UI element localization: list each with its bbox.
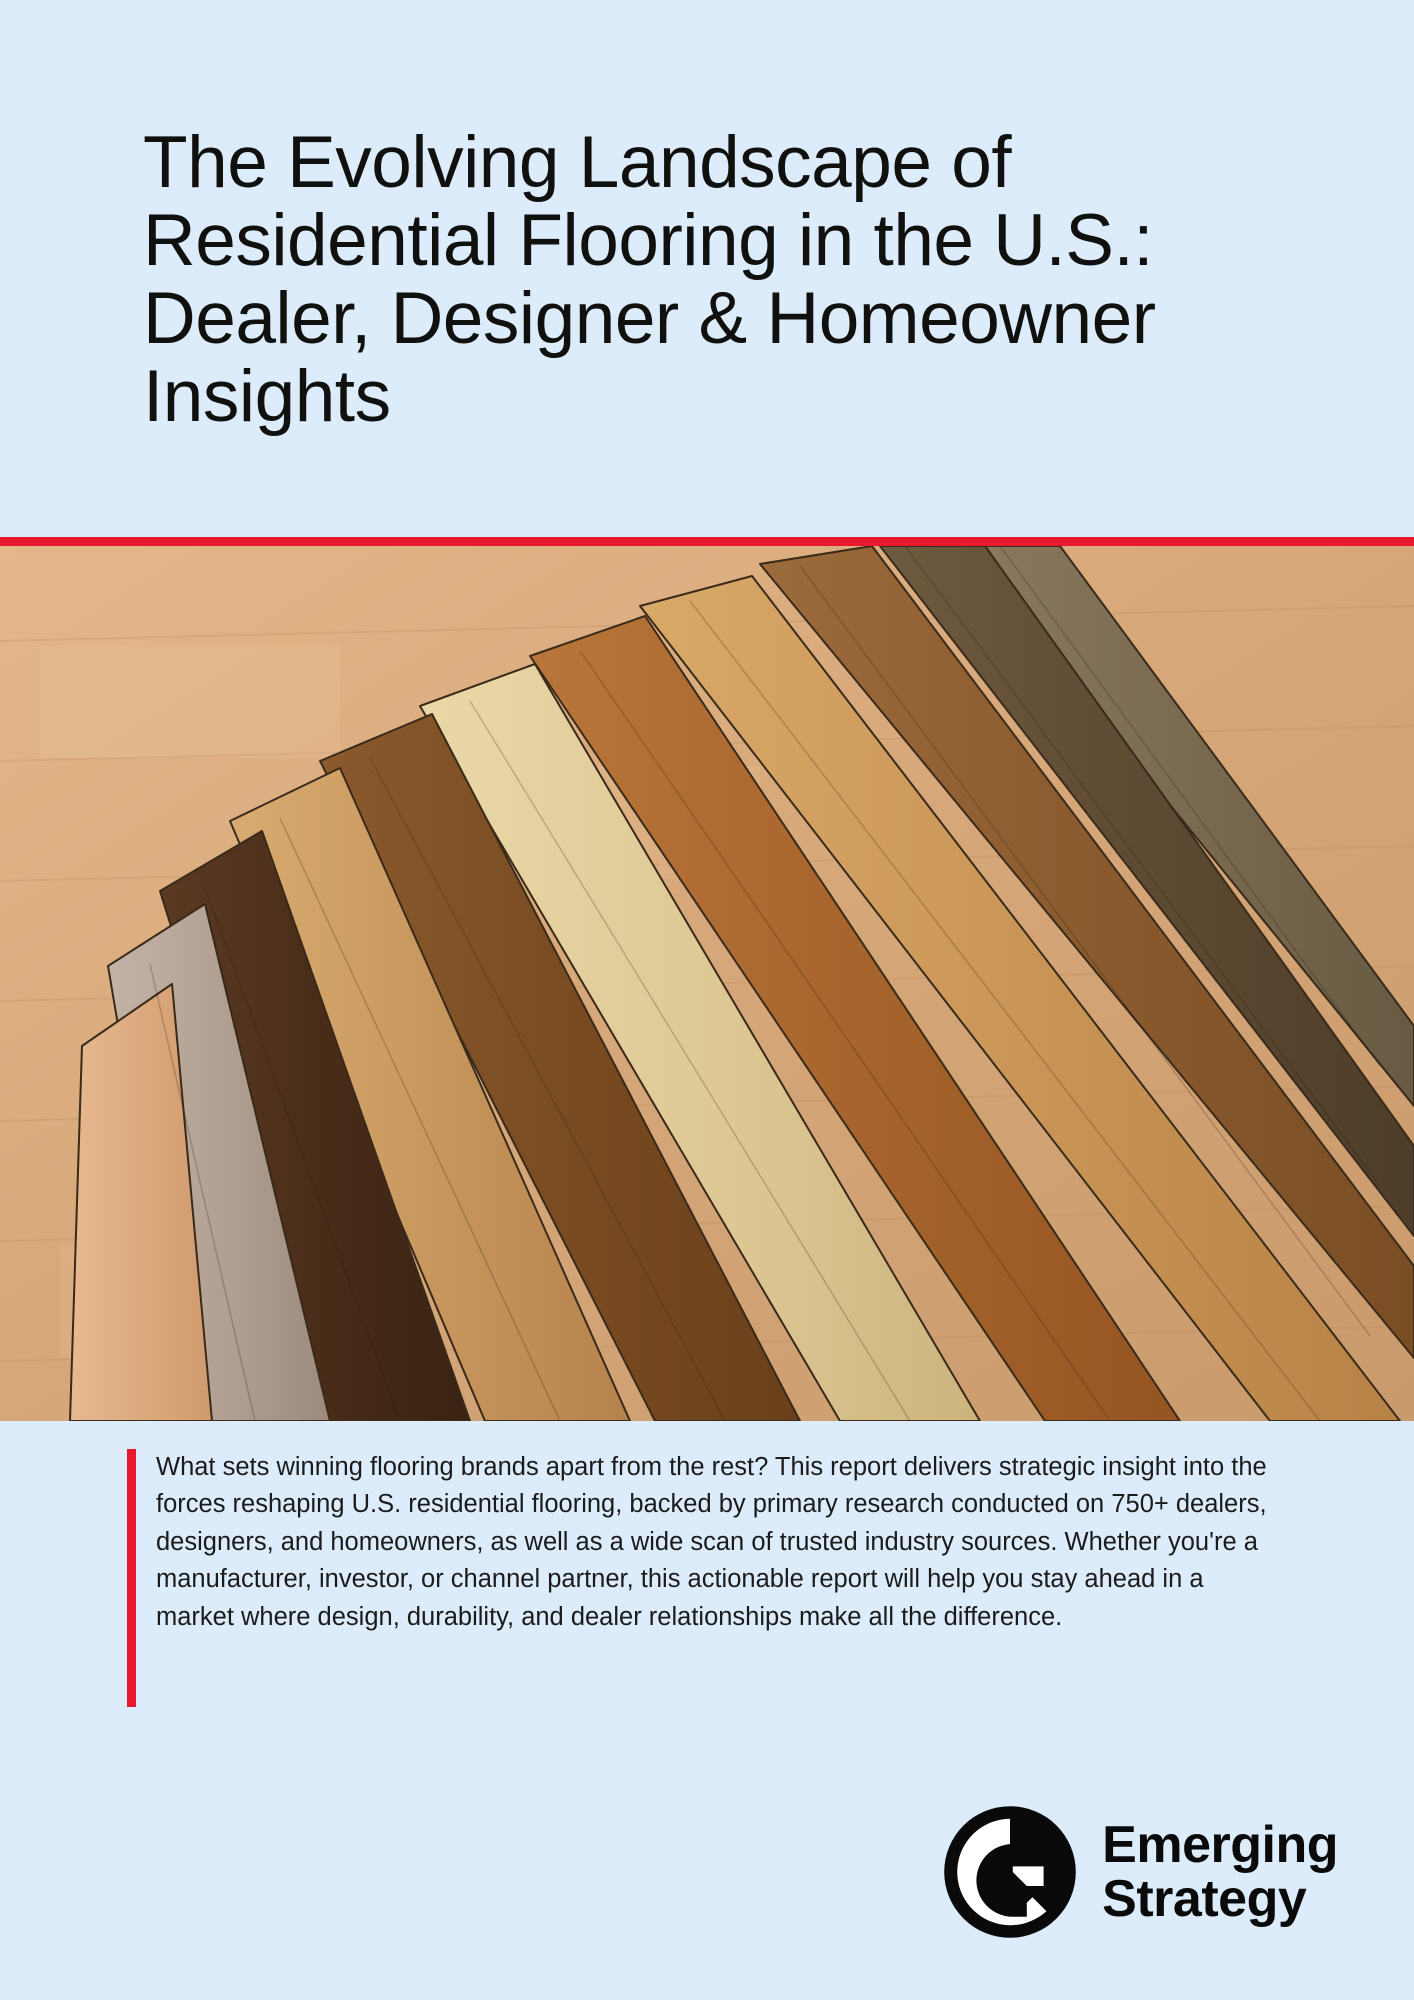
brand-name	[1102, 1815, 1338, 1928]
summary-text: What sets winning flooring brands apart from the rest? This report delivers strategic insight into the forces reshaping U.S. residential flooring, backed by primary research conducted on 750+ dealers, designers, and homeowners, as well as a wide scan of trusted industry sources. Whether you're a manufacturer, investor, or channel partner, this actionable report will help you stay ahead in a market where design, durability, and dealer relationships make all the difference.	[156, 1453, 1267, 1631]
summary-block	[127, 1449, 1307, 1636]
page-title: The Evolving Landscape of Residential Flooring in the U.S.: Dealer, Designer & Homeowner Insights	[143, 122, 1156, 438]
brand-name-line2: Strategy	[1102, 1870, 1307, 1928]
flooring-planks-illustration	[0, 546, 1414, 1421]
accent-divider	[0, 537, 1414, 546]
title-area	[0, 0, 1414, 538]
summary-accent-bar	[127, 1449, 136, 1707]
hero-image	[0, 546, 1414, 1421]
brand-name-line1: Emerging	[1102, 1815, 1338, 1874]
brand-logo	[940, 1802, 1338, 1942]
emerging-strategy-mark-icon	[940, 1802, 1080, 1942]
